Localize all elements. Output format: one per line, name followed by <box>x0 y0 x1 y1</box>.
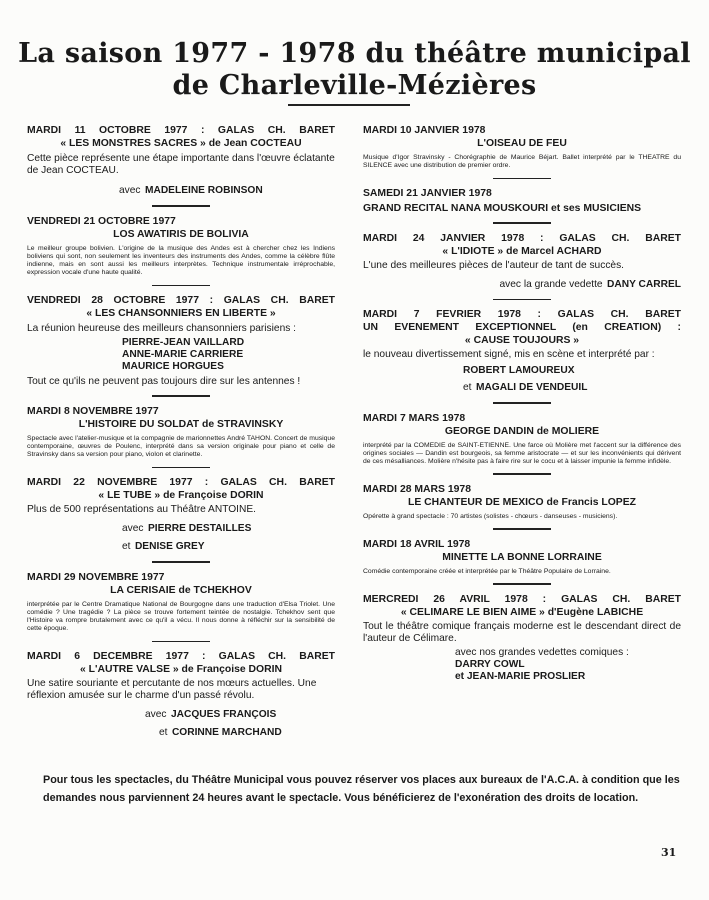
event-entry <box>363 538 681 576</box>
event-description: La réunion heureuse des meilleurs chansonniers parisiens : <box>27 323 296 335</box>
event-title: GRAND RECITAL NANA MOUSKOURI et ses MUSICIENS <box>363 203 642 215</box>
event-title: LE CHANTEUR DE MEXICO de Francis LOPEZ <box>407 496 637 508</box>
separator <box>152 467 210 469</box>
event-title: « LES CHANSONNIERS EN LIBERTE » <box>86 308 276 320</box>
event-entry <box>363 232 681 292</box>
event-date: MERCREDI 26 AVRIL 1978 : GALAS CH. BARET <box>363 593 681 605</box>
title-rule <box>288 104 410 106</box>
event-description: Une satire souriante et percutante de nos mœurs actuelles. Une réflexion amusée sur le charme d'un passé révolu. <box>27 678 317 702</box>
event-entry <box>27 124 335 198</box>
event-date: MARDI 28 MARS 1978 <box>363 483 471 495</box>
cast-name: et JEAN-MARIE PROSLIER <box>455 670 586 682</box>
separator <box>493 402 551 404</box>
event-description: Le meilleur groupe bolivien. L'origine de la musique des Andes est à chercher chez les Indiens boliviens qui sont, non seulement les inventeurs des instruments des Andes, comme la célèbre flûte indienne, mais en sont aussi les meilleurs interprètes. Technique instrumentale irréprochable, expression vocale d'une haute qualité. <box>27 244 335 277</box>
event-date: MARDI 24 JANVIER 1978 : GALAS CH. BARET <box>363 232 681 244</box>
cast-name: PIERRE-JEAN VAILLARD <box>122 337 245 349</box>
event-subtitle: UN EVENEMENT EXCEPTIONNEL (en CREATION) : <box>363 322 681 334</box>
cast-prefix: avec la grande vedette <box>499 278 603 290</box>
separator <box>493 178 551 180</box>
event-title: « LE TUBE » de Françoise DORIN <box>98 490 264 502</box>
cast-prefix: avec <box>119 185 141 196</box>
separator <box>152 641 210 643</box>
event-cast <box>27 337 335 373</box>
event-entry <box>363 308 681 395</box>
event-title: « L'IDIOTE » de Marcel ACHARD <box>442 245 602 257</box>
separator <box>152 395 210 397</box>
event-cast <box>363 647 681 683</box>
event-entry <box>27 294 335 388</box>
cast-join: et <box>122 541 131 553</box>
page-title-line2: de Charleville-Mézières <box>172 70 537 101</box>
event-description: Musique d'Igor Stravinsky - Chorégraphie de Maurice Béjart. Ballet interprété par le THEATRE du SILENCE avec une distribution de premier ordre. <box>363 154 681 170</box>
cast-join: et <box>463 382 472 394</box>
event-date: MARDI 10 JANVIER 1978 <box>363 125 486 136</box>
separator <box>493 222 551 224</box>
cast-join: et <box>159 727 168 739</box>
event-title: LOS AWATIRIS DE BOLIVIA <box>113 228 249 240</box>
event-title: « CAUSE TOUJOURS » <box>464 335 580 347</box>
separator <box>493 528 551 530</box>
event-entry <box>27 215 335 278</box>
event-entry <box>363 412 681 467</box>
cast-name: ROBERT LAMOUREUX <box>463 365 575 377</box>
event-date: MARDI 29 NOVEMBRE 1977 <box>27 571 165 583</box>
cast-name: MAURICE HORGUES <box>122 361 224 373</box>
event-entry <box>363 187 681 215</box>
event-description: interprété par la COMEDIE de SAINT-ETIENNE. Une farce où Molière met l'accent sur la différence des origines sociales — Dandin est bourgeois, sa femme aristocrate — et sur les inconvénients qui dérivent de ces mésalliances. Molière n'hésite pas à faire rire sur le cocu et à laisser impunie la femme infidèle. <box>363 441 681 466</box>
event-title: MINETTE LA BONNE LORRAINE <box>442 551 602 563</box>
cast-name: PIERRE DESTAILLES <box>147 523 252 535</box>
event-description: Spectacle avec l'atelier-musique et la compagnie de marionnettes André TAHON. Concert de musique contemporaine, œuvres de Poulenc, interprété dans sa version originale pour piano et celle de Stravinsky dans sa version pour piano, violon et clarinette. <box>27 434 335 459</box>
cast-name: JACQUES FRANÇOIS <box>170 709 277 721</box>
separator <box>493 473 551 475</box>
event-date: MARDI 11 OCTOBRE 1977 : GALAS CH. BARET <box>27 125 335 136</box>
event-title: « CELIMARE LE BIEN AIME » d'Eugène LABICHE <box>400 606 644 618</box>
event-date: MARDI 6 DECEMBRE 1977 : GALAS CH. BARET <box>27 651 335 663</box>
event-date: VENDREDI 28 OCTOBRE 1977 : GALAS CH. BARET <box>27 295 335 307</box>
page-title-line1: La saison 1977 - 1978 du théâtre municipal <box>18 38 691 69</box>
cast-prefix: avec <box>145 709 167 721</box>
event-title: « LES MONSTRES SACRES » de Jean COCTEAU <box>60 138 302 149</box>
event-entry <box>27 650 335 740</box>
event-title: GEORGE DANDIN de MOLIERE <box>444 425 600 437</box>
event-title: LA CERISAIE de TCHEKHOV <box>110 584 252 596</box>
separator <box>493 299 551 301</box>
cast-name: CORINNE MARCHAND <box>171 727 282 739</box>
event-description: Plus de 500 représentations au Théâtre ANTOINE. <box>27 504 256 516</box>
event-entry <box>363 593 681 683</box>
event-cast <box>27 518 335 554</box>
event-cast <box>363 274 681 292</box>
event-description: le nouveau divertissement signé, mis en scène et interprété par : <box>363 349 655 361</box>
event-description: Cette pièce représente une étape importante dans l'œuvre éclatante de Jean COCTEAU. <box>27 153 335 176</box>
event-date: MARDI 8 NOVEMBRE 1977 <box>27 405 159 417</box>
cast-name: ANNE-MARIE CARRIERE <box>122 349 244 361</box>
cast-name: DARRY COWL <box>455 658 525 670</box>
cast-name: MAGALI DE VENDEUIL <box>475 382 588 394</box>
event-description: Tout le théâtre comique français moderne est le descendant direct de l'auteur de Célimare. <box>363 620 681 644</box>
cast-prefix: avec nos grandes vedettes comiques : <box>455 646 629 658</box>
event-cast <box>363 365 681 395</box>
booking-note: Pour tous les spectacles, du Théâtre Municipal vous pouvez réserver vos places aux bureaux de l'A.C.A. à condition que les demandes nous parviennent 24 heures avant le spectacle. Vous bénéficierez de l'exonération des droits de location. <box>43 774 680 804</box>
event-date: VENDREDI 21 OCTOBRE 1977 <box>27 215 176 227</box>
event-entry <box>363 483 681 521</box>
event-description: Opérette à grand spectacle : 70 artistes (solistes - chœurs - danseuses - musiciens). <box>363 512 618 520</box>
event-title: L'OISEAU DE FEU <box>477 138 567 149</box>
page-number: 31 <box>661 846 677 859</box>
event-entry <box>363 124 681 171</box>
separator <box>152 561 210 563</box>
separator <box>152 205 210 207</box>
event-entry <box>27 476 335 554</box>
cast-name: DANY CARREL <box>607 278 681 290</box>
separator <box>152 285 210 287</box>
event-title: L'HISTOIRE DU SOLDAT de STRAVINSKY <box>78 418 284 430</box>
event-entry <box>27 571 335 634</box>
event-date: SAMEDI 21 JANVIER 1978 <box>363 188 492 200</box>
separator <box>493 583 551 585</box>
event-date: MARDI 7 MARS 1978 <box>363 412 466 424</box>
event-description: L'une des meilleures pièces de l'auteur de tant de succès. <box>363 259 624 271</box>
event-description: interprétée par le Centre Dramatique National de Bourgogne dans une traduction d'Elsa Triolet. Une comédie ? Une tragédie ? La pièce se trouve fortement teintée de nostalgie. Tchekhov sent que l'Histoire va rompre brutalement avec ce qu'il a vécu. Il nous donne à réfléchir sur la sensibilité de cette époque. <box>27 600 335 633</box>
cast-prefix: avec <box>122 523 144 535</box>
page-title <box>0 38 709 102</box>
right-column <box>363 124 681 683</box>
event-description: Comédie contemporaine créée et interprétée par le Théâtre Populaire de Lorraine. <box>363 567 611 575</box>
event-date: MARDI 18 AVRIL 1978 <box>363 538 471 550</box>
event-title: « L'AUTRE VALSE » de Françoise DORIN <box>79 664 283 676</box>
left-column <box>27 124 335 740</box>
event-date: MARDI 7 FEVRIER 1978 : GALAS CH. BARET <box>363 309 681 321</box>
event-note: Tout ce qu'ils ne peuvent pas toujours dire sur les antennes ! <box>27 376 301 388</box>
event-date: MARDI 22 NOVEMBRE 1977 : GALAS CH. BARET <box>27 477 335 489</box>
event-cast <box>27 180 335 198</box>
event-cast <box>27 704 335 740</box>
event-entry <box>27 405 335 460</box>
cast-name: MADELEINE ROBINSON <box>144 185 263 196</box>
cast-name: DENISE GREY <box>134 541 205 553</box>
